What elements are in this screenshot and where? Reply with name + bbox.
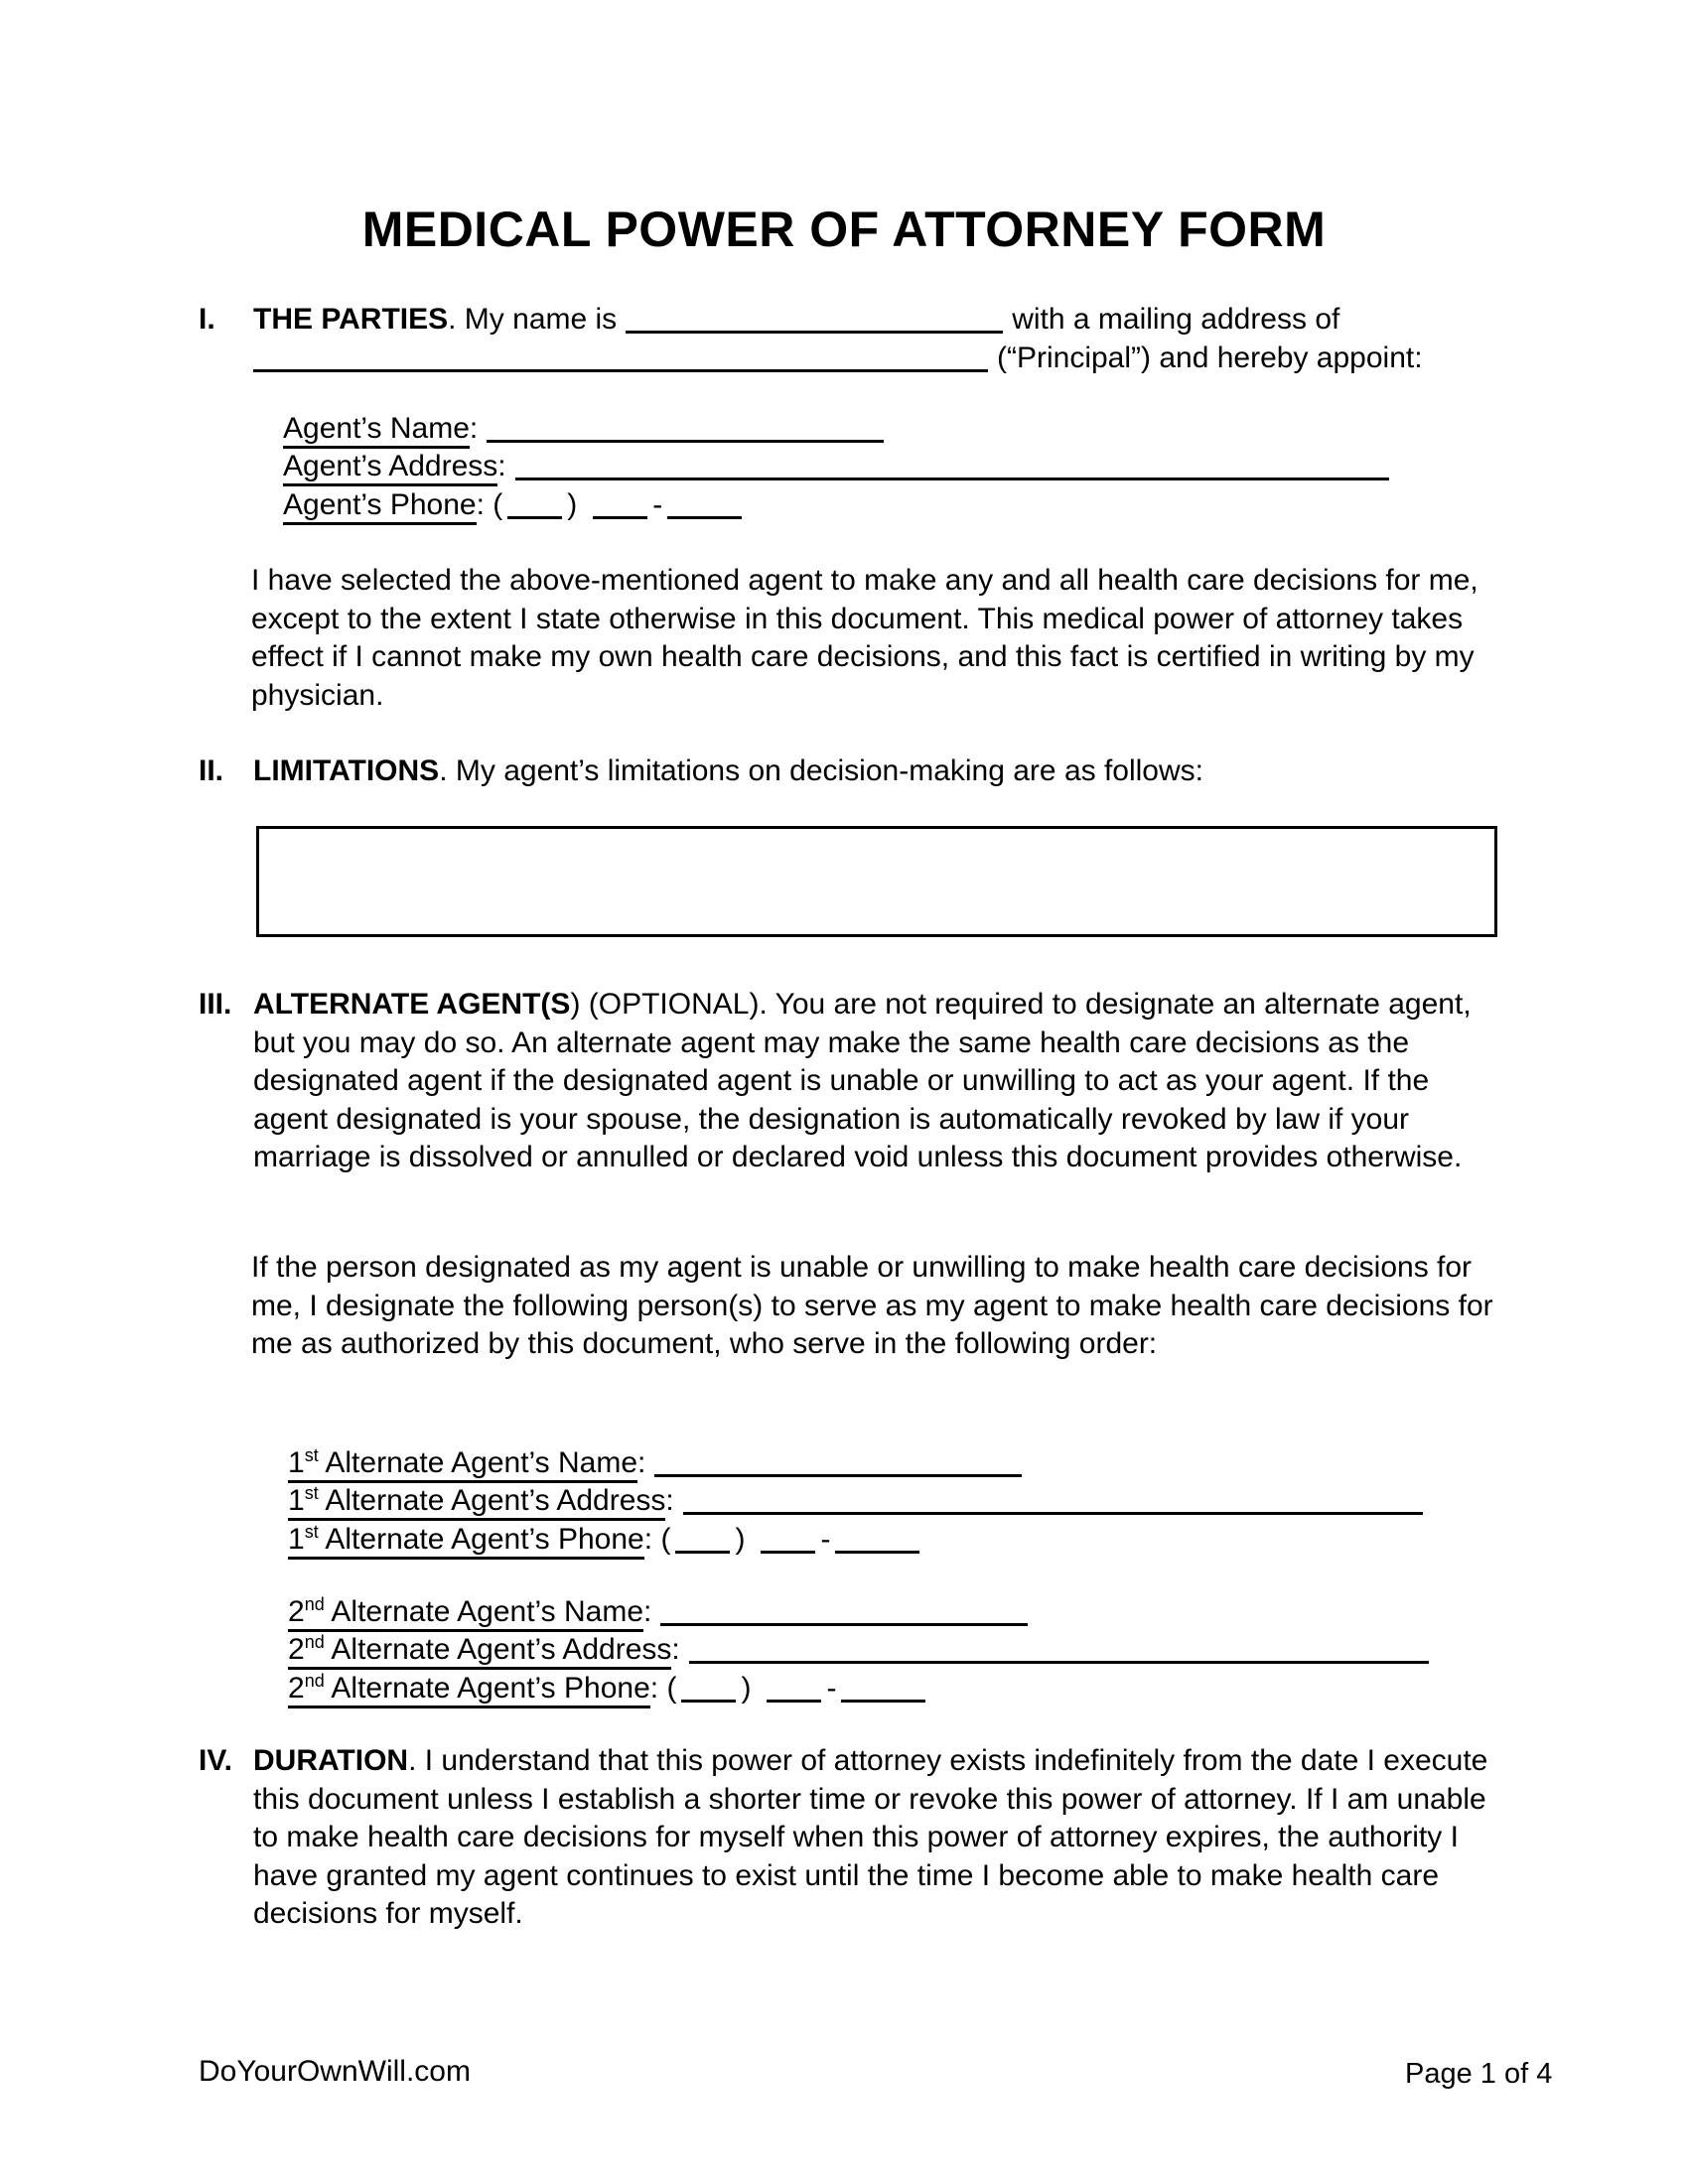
agent-address-label: Agent’s Address: [283, 450, 497, 486]
close-paren: ): [735, 1523, 746, 1556]
alt1-name-label: [288, 1446, 637, 1483]
agent-phone-prefix-blank[interactable]: [593, 486, 647, 519]
section-duration: [199, 1742, 1501, 1934]
alt2-address-blank[interactable]: [689, 1631, 1429, 1664]
alt2-address-row: [288, 1631, 1438, 1670]
section-alternate: [199, 986, 1501, 1177]
alt2-name-row: [288, 1593, 1037, 1632]
alt2-name-label-text: Alternate Agent’s Name: [324, 1595, 644, 1628]
dash: -: [826, 1672, 837, 1705]
alt2-ordinal: 2: [288, 1672, 305, 1705]
page-title: MEDICAL POWER OF ATTORNEY FORM: [361, 202, 1327, 257]
section-limitations-text: [253, 752, 1499, 791]
close-paren: ): [567, 488, 578, 521]
section-duration-numeral: IV.: [199, 1744, 232, 1777]
alt1-ordinal: 1: [288, 1523, 305, 1556]
parties-line2-tail: (“Principal”) and hereby appoint:: [997, 341, 1423, 374]
section-duration-text: [253, 1742, 1499, 1934]
section-limitations: [199, 752, 1501, 791]
alt2-phone-prefix-blank[interactable]: [767, 1670, 821, 1703]
agent-name-label: Agent’s Name: [283, 412, 470, 449]
alt2-phone-area-blank[interactable]: [681, 1670, 736, 1703]
open-paren: (: [666, 1672, 677, 1705]
section-alternate-text: [253, 986, 1499, 1177]
agent-address-blank[interactable]: [515, 448, 1389, 480]
alt2-address-label: [288, 1633, 671, 1670]
alt1-address-row: [288, 1482, 1432, 1521]
alt1-phone-line-blank[interactable]: [835, 1521, 919, 1554]
colon: :: [671, 1633, 680, 1666]
section-parties: [199, 301, 1501, 377]
alt2-phone-label-text: Alternate Agent’s Phone: [324, 1672, 650, 1705]
alt1-phone-label-text: Alternate Agent’s Phone: [318, 1523, 644, 1556]
dash: -: [820, 1523, 831, 1556]
limitations-textbox[interactable]: [256, 826, 1497, 937]
alt2-ordinal: 2: [288, 1633, 305, 1666]
alt1-ordinal-suffix: st: [304, 1522, 319, 1542]
section-parties-intro: [253, 301, 1499, 377]
colon: :: [637, 1446, 646, 1479]
alt1-name-label-text: Alternate Agent’s Name: [318, 1446, 638, 1479]
colon: :: [643, 1523, 653, 1556]
alternate-intro-text: ) (OPTIONAL). You are not required to designate an alternate agent, but you may do so. An alternate agent may make the same health care decisions as the designated agent if the designated agent is unable or unwilling to act as your agent. If the agent designated is your spouse, the designation is automatically revoked by law if your marriage is dissolved or annulled or declared void unless this document provides otherwise.: [253, 988, 1472, 1173]
parties-paragraph: I have selected the above-mentioned agent to make any and all health care decisions for me, except to the extent I state otherwise in this document. This medical power of attorney takes effect if I cannot make my own health care decisions, and this fact is certified in writing by my physician.: [251, 564, 1478, 712]
agent-name-blank[interactable]: [487, 410, 884, 443]
agent-phone-label: Agent’s Phone: [283, 488, 477, 525]
principal-address-blank[interactable]: [253, 340, 988, 372]
colon: :: [469, 412, 479, 445]
parties-line1-tail: with a mailing address of: [1012, 303, 1340, 336]
dash: -: [652, 488, 663, 521]
section-parties-heading: THE PARTIES: [253, 303, 449, 336]
section-limitations-numeral: II.: [199, 754, 224, 787]
alt2-ordinal: 2: [288, 1595, 305, 1628]
alt2-phone-line-blank[interactable]: [841, 1670, 925, 1703]
alt1-ordinal-suffix: st: [304, 1445, 319, 1465]
footer-page-number: Page 1 of 4: [1405, 2058, 1553, 2090]
colon: :: [643, 1595, 652, 1628]
alt1-name-blank[interactable]: [654, 1444, 1022, 1477]
alt1-address-blank[interactable]: [683, 1482, 1423, 1515]
footer-site-link[interactable]: DoYourOwnWill.com: [199, 2055, 471, 2088]
alt2-name-blank[interactable]: [660, 1593, 1028, 1626]
alt1-phone-label: [288, 1523, 644, 1560]
alt1-ordinal: 1: [288, 1484, 305, 1517]
alt2-name-label: [288, 1595, 643, 1632]
open-paren: (: [660, 1523, 671, 1556]
alt1-phone-area-blank[interactable]: [675, 1521, 730, 1554]
alt2-phone-row: [288, 1670, 930, 1708]
principal-name-blank[interactable]: [626, 301, 1003, 334]
alt2-ordinal-suffix: nd: [304, 1632, 325, 1652]
alt1-address-label-text: Alternate Agent’s Address: [318, 1484, 666, 1517]
agent-phone-line-blank[interactable]: [667, 486, 742, 519]
section-alternate-numeral: III.: [199, 988, 232, 1021]
section-limitations-heading: LIMITATIONS: [253, 754, 440, 787]
agent-name-row: [283, 410, 893, 449]
colon: :: [649, 1672, 659, 1705]
limitations-line-text: . My agent’s limitations on decision-making are as follows:: [439, 754, 1203, 787]
agent-phone-area-blank[interactable]: [507, 486, 562, 519]
close-paren: ): [741, 1672, 752, 1705]
colon: :: [476, 488, 485, 521]
alt1-address-label: [288, 1484, 665, 1521]
alt1-ordinal: 1: [288, 1446, 305, 1479]
alt2-ordinal-suffix: nd: [304, 1594, 325, 1614]
alt2-address-label-text: Alternate Agent’s Address: [324, 1633, 672, 1666]
section-parties-numeral: I.: [199, 303, 215, 336]
section-alternate-heading: ALTERNATE AGENT(S: [253, 988, 571, 1021]
agent-address-row: [283, 448, 1398, 486]
alt1-ordinal-suffix: st: [304, 1483, 319, 1503]
colon: :: [665, 1484, 674, 1517]
alternate-paragraph: If the person designated as my agent is unable or unwilling to make health care decisions for me, I designate the following person(s) to serve as my agent to make health care decisions for me as authorized by this document, who serve in the following order:: [251, 1251, 1493, 1360]
parties-line1-text: . My name is: [448, 303, 618, 336]
duration-body-text: . I understand that this power of attorney exists indefinitely from the date I execute this document unless I establish a shorter time or revoke this power of attorney. If I am unable to make health care decisions for myself when this power of attorney expires, the authority I have granted my agent continues to exist until the time I become able to make health care decisions for myself.: [253, 1744, 1488, 1930]
colon: :: [497, 450, 506, 482]
alt2-ordinal-suffix: nd: [304, 1671, 325, 1691]
section-duration-heading: DURATION: [253, 1744, 409, 1777]
alt1-name-row: [288, 1444, 1031, 1483]
open-paren: (: [492, 488, 503, 521]
alt1-phone-prefix-blank[interactable]: [761, 1521, 815, 1554]
alt2-phone-label: [288, 1672, 650, 1708]
alt1-phone-row: [288, 1521, 924, 1560]
agent-phone-row: [283, 486, 747, 525]
